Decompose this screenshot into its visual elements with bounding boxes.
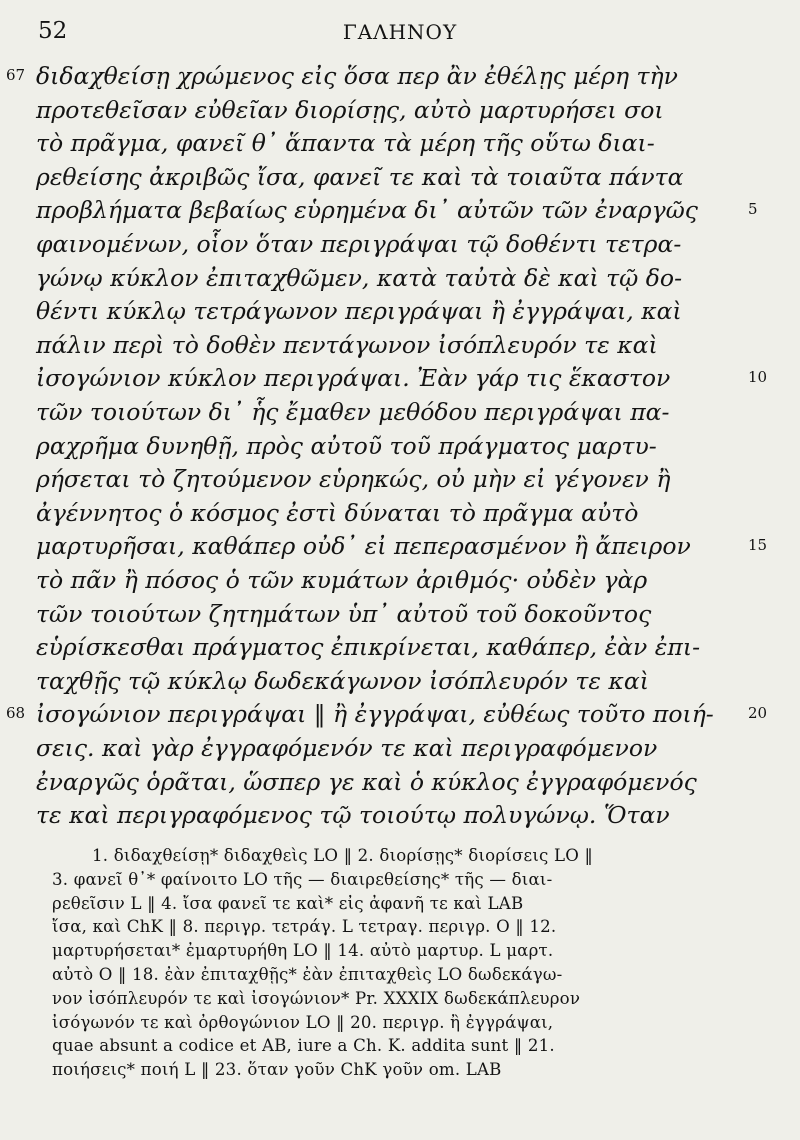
note-text: quae absunt a codice et AB, iure a Ch. K. addita sunt ‖ 21. — [52, 1036, 555, 1056]
note-text: νον ἰσόπλευρόν τε καὶ ἰσογώνιον* Pr. XXXIX δωδεκάπλευρον — [52, 988, 581, 1008]
line-text: φαινομένων, οἷον ὅταν περιγράψαι τῷ δοθέντι τετρα- — [36, 230, 682, 258]
line-text: τὸ πρᾶγμα, φανεῖ θ᾽ ἅπαντα τὰ μέρη τῆς οὕτω διαι- — [36, 129, 655, 158]
section-number: 68 — [6, 704, 26, 723]
note-text: ρεθεῖσιν L ‖ 4. ἴσα φανεῖ τε καὶ* εἰς ἀφανῆ τε καὶ LAB — [52, 893, 524, 913]
text-line — [0, 566, 800, 600]
note-line — [0, 1013, 800, 1037]
note-line — [0, 941, 800, 965]
note-line — [0, 989, 800, 1013]
line-text: ἰσογώνιον κύκλον περιγράψαι. Ἐὰν γάρ τις ἕκαστον — [36, 364, 671, 393]
note-line — [0, 870, 800, 894]
text-line — [0, 633, 800, 667]
line-text: ραχρῆμα δυνηθῇ, πρὸς αὐτοῦ τοῦ πράγματος μαρτυ- — [36, 431, 657, 460]
line-text: εὑρίσκεσθαι πράγματος ἐπικρίνεται, καθάπερ, ἐὰν ἐπι- — [36, 633, 701, 662]
line-text: προτεθεῖσαν εὐθεῖαν διορίσῃς, αὐτὸ μαρτυρήσει σοι — [36, 95, 664, 124]
note-line — [0, 917, 800, 941]
line-text: ρήσεται τὸ ζητούμενον εὑρηκώς, οὐ μὴν εἰ γέγονεν ἢ — [36, 465, 671, 494]
text-line — [0, 465, 800, 499]
text-line — [0, 230, 800, 264]
line-text: τὸ πᾶν ἢ πόσος ὁ τῶν κυμάτων ἀριθμός· οὐδὲν γὰρ — [36, 566, 648, 594]
running-title: ΓΑΛΗΝΟΥ — [342, 20, 458, 44]
line-text: πάλιν περὶ τὸ δοθὲν πεντάγωνον ἰσόπλευρόν τε καὶ — [36, 330, 658, 359]
text-line — [0, 331, 800, 365]
note-text: 3. φανεῖ θ᾽* φαίνοιτο LO τῆς — διαιρεθείσης* τῆς — διαι- — [52, 869, 553, 889]
text-line — [0, 297, 800, 331]
line-text: ρεθείσης ἀκριβῶς ἴσα, φανεῖ τε καὶ τὰ τοιαῦτα πάντα — [36, 162, 684, 191]
line-text: σεις. καὶ γὰρ ἐγγραφόμενόν τε καὶ περιγραφόμενον — [36, 734, 658, 762]
text-line — [0, 768, 800, 802]
text-line — [0, 163, 800, 197]
note-text: 1. διδαχθείσῃ* διδαχθεὶς LO ‖ 2. διορίσῃς* διορίσεις LO ‖ — [92, 846, 593, 865]
note-line — [0, 894, 800, 918]
note-text: μαρτυρήσεται* ἐμαρτυρήθη LO ‖ 14. αὐτὸ μαρτυρ. L μαρτ. — [52, 941, 554, 961]
note-line — [0, 1036, 800, 1060]
section-number: 67 — [6, 66, 26, 84]
page-header — [0, 18, 800, 58]
line-number: 5 — [748, 200, 758, 219]
line-number: 10 — [748, 368, 768, 387]
note-line — [0, 965, 800, 989]
text-line — [0, 600, 800, 634]
line-text: τῶν τοιούτων ζητημάτων ὑπ᾽ αὐτοῦ τοῦ δοκοῦντος — [36, 599, 652, 628]
line-text: θέντι κύκλῳ τετράγωνον περιγράψαι ἢ ἐγγράψαι, καὶ — [36, 297, 682, 326]
text-line — [0, 62, 800, 96]
line-text: ἀγέννητος ὁ κόσμος ἐστὶ δύναται τὸ πρᾶγμα αὐτὸ — [36, 498, 639, 527]
note-text: αὐτὸ O ‖ 18. ἐὰν ἐπιταχθῇς* ἐὰν ἐπιταχθεὶς LO δωδεκάγω- — [52, 965, 563, 984]
line-text: τῶν τοιούτων δι᾽ ἧς ἔμαθεν μεθόδου περιγράψαι πα- — [36, 398, 670, 426]
note-line — [0, 1060, 800, 1084]
line-text: ἐναργῶς ὁρᾶται, ὥσπερ γε καὶ ὁ κύκλος ἐγγραφόμενός — [36, 767, 697, 796]
text-line — [0, 264, 800, 298]
line-text: τε καὶ περιγραφόμενος τῷ τοιούτῳ πολυγώνῳ. Ὅταν — [36, 801, 670, 830]
text-line — [0, 667, 800, 701]
note-text: ποιήσεις* ποιή L ‖ 23. ὅταν γοῦν ChK γοῦν om. LAB — [52, 1060, 502, 1080]
line-text: προβλήματα βεβαίως εὑρημένα δι᾽ αὐτῶν τῶν ἐναργῶς — [36, 196, 698, 225]
note-text: ἴσα, καὶ ChK ‖ 8. περιγρ. τετράγ. L τετραγ. περιγρ. O ‖ 12. — [52, 917, 557, 937]
line-text: γώνῳ κύκλον ἐπιταχθῶμεν, κατὰ ταὐτὰ δὲ καὶ τῷ δο- — [36, 263, 683, 292]
line-number: 20 — [748, 704, 768, 723]
note-line — [0, 846, 800, 870]
text-line — [0, 499, 800, 533]
line-text: διδαχθείσῃ χρώμενος εἰς ὅσα περ ἂν ἐθέλῃς μέρη τὴν — [36, 62, 678, 90]
text-line — [0, 398, 800, 432]
text-line — [0, 700, 800, 734]
text-line — [0, 129, 800, 163]
text-line — [0, 734, 800, 768]
line-text: ἰσογώνιον περιγράψαι ‖ ἢ ἐγγράψαι, εὐθέως τοῦτο ποιή- — [36, 700, 714, 729]
text-line — [0, 532, 800, 566]
text-line — [0, 196, 800, 230]
text-line — [0, 96, 800, 130]
line-number: 15 — [748, 536, 768, 555]
line-text: μαρτυρῆσαι, καθάπερ οὐδ᾽ εἰ πεπερασμένον ἢ ἄπειρον — [36, 532, 691, 561]
text-line — [0, 801, 800, 835]
text-line — [0, 432, 800, 466]
note-text: ἰσόγωνόν τε καὶ ὀρθογώνιον LO ‖ 20. περιγρ. ἢ ἐγγράψαι, — [52, 1012, 554, 1032]
page-number: 52 — [38, 18, 68, 44]
line-text: ταχθῇς τῷ κύκλῳ δωδεκάγωνον ἰσόπλευρόν τε καὶ — [36, 666, 649, 695]
text-line — [0, 364, 800, 398]
